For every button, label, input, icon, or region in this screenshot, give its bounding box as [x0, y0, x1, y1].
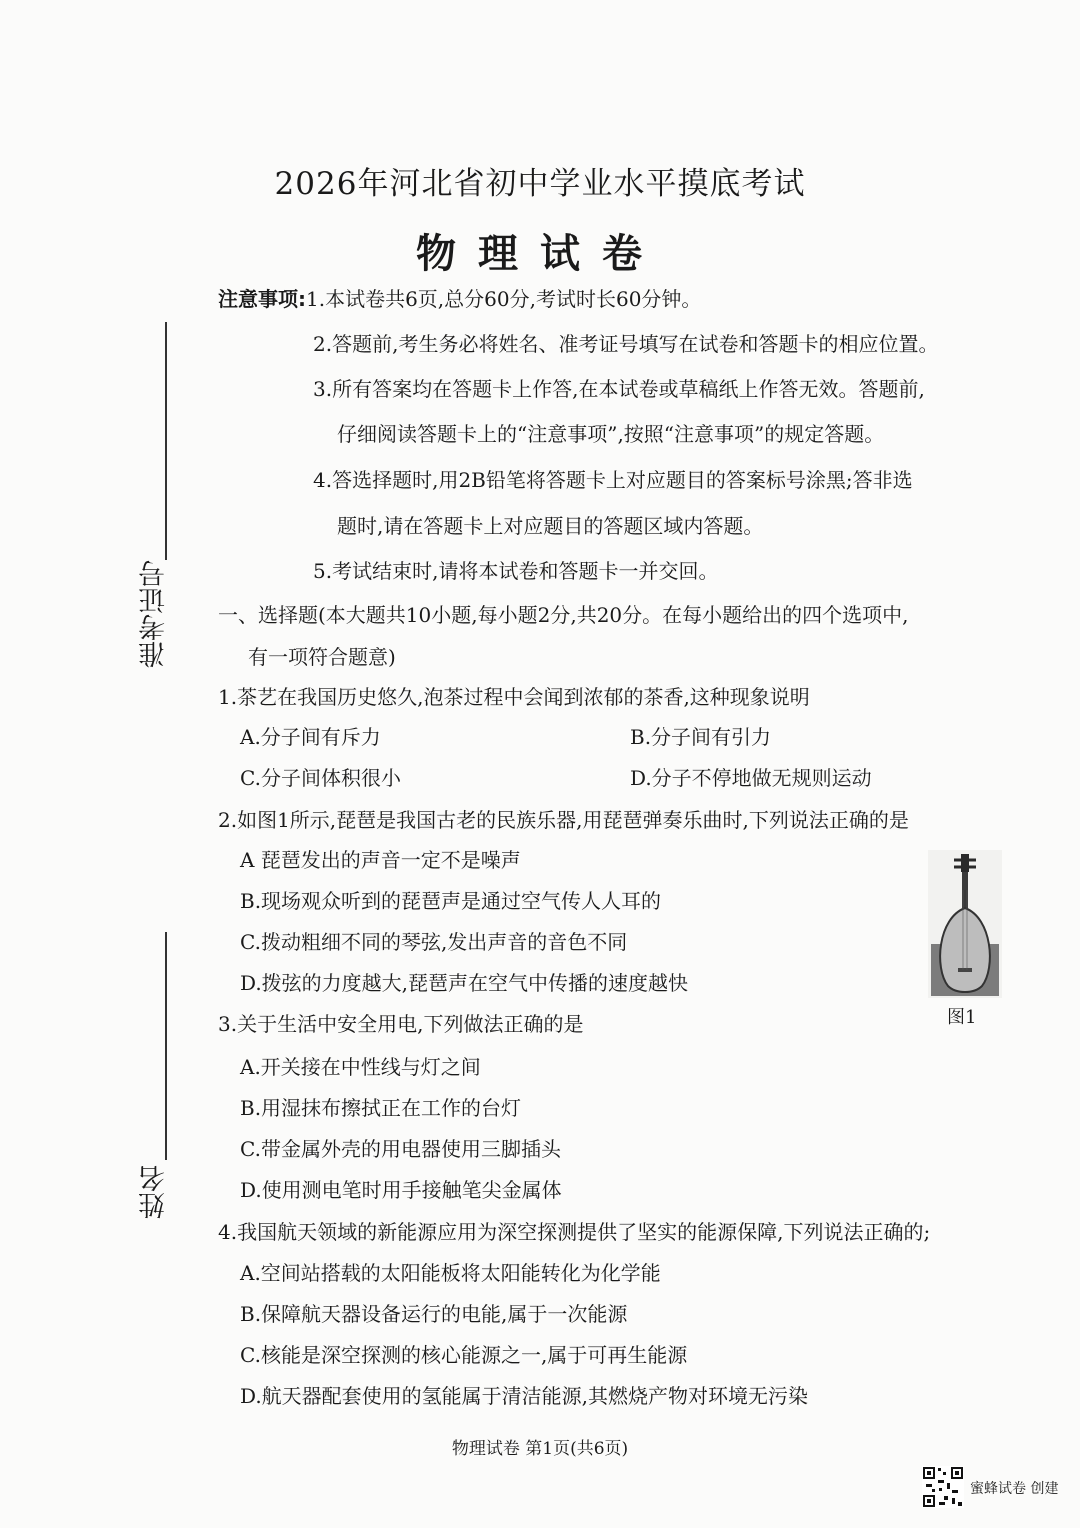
question-option: C.分子间体积很小	[240, 766, 401, 790]
notes-label: 注意事项:	[218, 287, 306, 311]
question-option: D.使用测电笔时用手接触笔尖金属体	[240, 1178, 562, 1202]
section-heading: 一、选择题(本大题共10小题,每小题2分,共20分。在每小题给出的四个选项中,	[218, 603, 909, 627]
notes-row	[218, 285, 701, 313]
question-option: C.核能是深空探测的核心能源之一,属于可再生能源	[240, 1343, 688, 1367]
exam-title: 2026年河北省初中学业水平摸底考试	[274, 166, 806, 202]
name-blank-line	[165, 932, 167, 1160]
question-option: B.现场观众听到的琵琶声是通过空气传人人耳的	[240, 889, 662, 913]
pipa-figure	[928, 850, 1002, 998]
question-option: C.带金属外壳的用电器使用三脚插头	[240, 1137, 561, 1161]
question-stem: 2.如图1所示,琵琶是我国古老的民族乐器,用琵琶弹奏乐曲时,下列说法正确的是	[218, 808, 909, 832]
notes-item: 题时,请在答题卡上对应题目的答题区域内答题。	[337, 514, 764, 538]
question-option: B.用湿抹布擦拭正在工作的台灯	[240, 1096, 522, 1120]
name-label: 姓名	[139, 1165, 170, 1219]
notes-item: 5.考试结束时,请将本试卷和答题卡一并交回。	[313, 559, 719, 583]
question-option: D.拨弦的力度越大,琵琶声在空气中传播的速度越快	[240, 971, 689, 995]
exam-id-blank-line	[165, 322, 167, 560]
question-option: A.空间站搭载的太阳能板将太阳能转化为化学能	[240, 1261, 661, 1285]
notes-item: 1.本试卷共6页,总分60分,考试时长60分钟。	[306, 287, 702, 311]
question-option: B.分子间有引力	[630, 725, 772, 749]
notes-item: 2.答题前,考生务必将姓名、准考证号填写在试卷和答题卡的相应位置。	[313, 332, 939, 356]
notes-item: 3.所有答案均在答题卡上作答,在本试卷或草稿纸上作答无效。答题前,	[313, 377, 925, 401]
section-heading-cont: 有一项符合题意)	[248, 645, 396, 669]
figure-caption: 图1	[947, 1007, 977, 1028]
question-option: C.拨动粗细不同的琴弦,发出声音的音色不同	[240, 930, 628, 954]
notes-item: 4.答选择题时,用2B铅笔将答题卡上对应题目的答案标号涂黑;答非选	[313, 468, 913, 492]
notes-item: 仔细阅读答题卡上的“注意事项”,按照“注意事项”的规定答题。	[337, 422, 885, 446]
qr-code-icon[interactable]	[922, 1466, 964, 1508]
exam-id-label: 准考证号	[139, 560, 170, 668]
exam-subject: 物理试卷	[416, 231, 664, 277]
question-option: D.分子不停地做无规则运动	[630, 766, 872, 790]
question-option: A.分子间有斥力	[240, 725, 381, 749]
question-stem: 4.我国航天领域的新能源应用为深空探测提供了坚实的能源保障,下列说法正确的;	[218, 1220, 931, 1244]
question-option: A.开关接在中性线与灯之间	[240, 1055, 481, 1079]
credit-text: 蜜蜂试卷 创建	[970, 1481, 1059, 1497]
question-option: D.航天器配套使用的氢能属于清洁能源,其燃烧产物对环境无污染	[240, 1384, 809, 1408]
question-option: B.保障航天器设备运行的电能,属于一次能源	[240, 1302, 628, 1326]
question-stem: 1.茶艺在我国历史悠久,泡茶过程中会闻到浓郁的茶香,这种现象说明	[218, 685, 810, 709]
question-stem: 3.关于生活中安全用电,下列做法正确的是	[218, 1012, 584, 1036]
page-footer: 物理试卷 第1页(共6页)	[451, 1439, 629, 1459]
question-option: A 琵琶发出的声音一定不是噪声	[240, 848, 521, 872]
pipa-image	[928, 850, 1002, 998]
